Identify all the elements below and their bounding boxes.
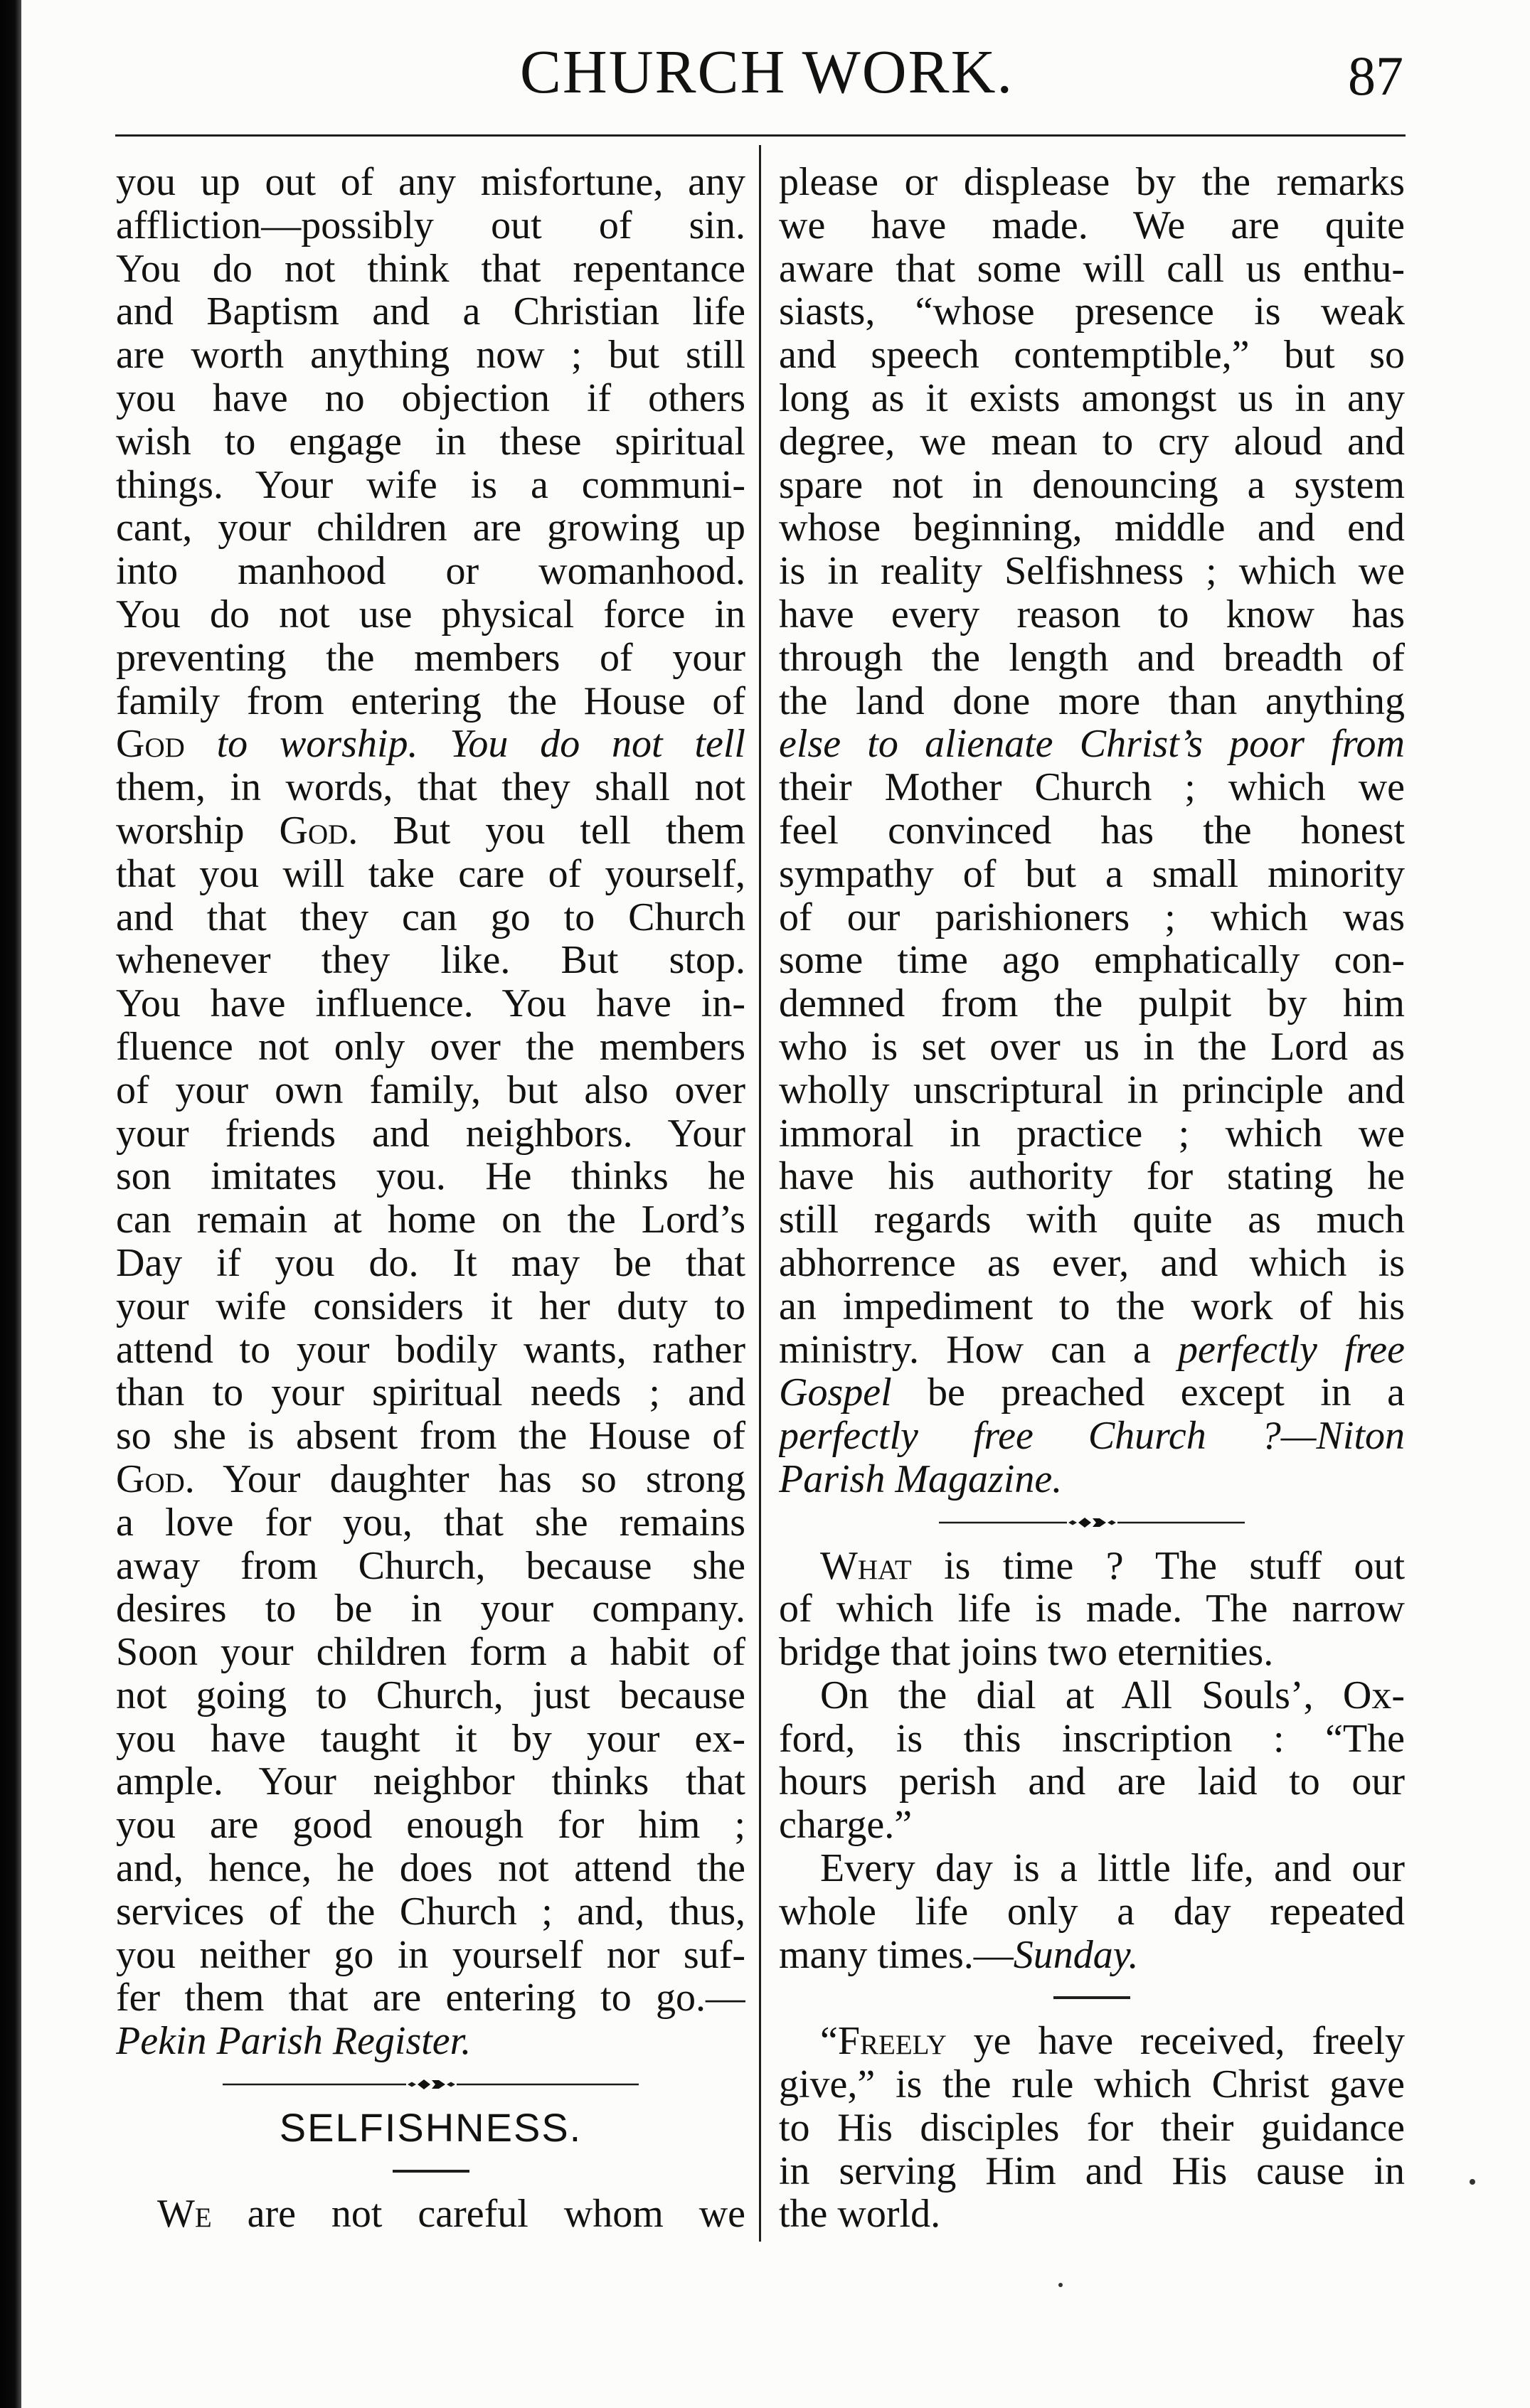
text-line (116, 1587, 745, 1631)
text-run: Sunday. (1013, 1933, 1139, 1977)
article-continued-paragraph (779, 161, 1405, 1501)
text-run: are not careful whom we (211, 2193, 745, 2237)
text-line (116, 939, 745, 982)
article-heading: SELFISHNESS. (279, 2104, 583, 2150)
text-run: you up out of any misfortune, any (116, 161, 745, 204)
text-run: fer them that are entering to go.— (116, 1976, 745, 2020)
text-run: You do not think that repentance (116, 247, 745, 291)
text-line (779, 809, 1405, 853)
text-line (116, 1545, 745, 1588)
text-run: whole life only a day repeated (779, 1890, 1405, 1934)
text-line (116, 1847, 745, 1890)
text-line (779, 593, 1405, 636)
text-run: preventing the members of your (116, 636, 745, 680)
text-line (779, 680, 1405, 723)
text-line (779, 1760, 1405, 1804)
text-run: Soon your children form a habit of (116, 1631, 745, 1674)
text-run: have every reason to know has (779, 592, 1405, 636)
text-run: them, in words, that they shall not (116, 766, 745, 809)
text-line (116, 420, 745, 464)
text-line (779, 1545, 1405, 1588)
text-run: charge.” (779, 1804, 913, 1848)
text-line (779, 1804, 1405, 1847)
text-run: whose beginning, middle and end (779, 506, 1405, 550)
text-line (779, 1458, 1405, 1501)
text-run: God (279, 809, 349, 853)
text-line (116, 982, 745, 1025)
text-run: in serving Him and His cause in (779, 2149, 1405, 2193)
text-run: still regards with quite as much (779, 1198, 1405, 1242)
text-line (116, 1934, 745, 1977)
text-line (779, 723, 1405, 766)
text-run: an impediment to the work of his (779, 1284, 1405, 1328)
text-line (779, 2106, 1405, 2150)
text-run: What (820, 1544, 912, 1588)
ornament-divider (779, 1501, 1405, 1545)
text-run: to worship. You do not tell (184, 723, 745, 767)
text-run: bridge that joins two eternities. (779, 1631, 1274, 1674)
text-line (116, 1198, 745, 1242)
text-line (779, 290, 1405, 334)
right-column (779, 161, 1405, 2236)
text-line (116, 809, 745, 853)
text-line (116, 1025, 745, 1069)
text-line (779, 204, 1405, 247)
every-day-paragraph (779, 1847, 1405, 1976)
text-line (779, 247, 1405, 291)
text-run: wholly unscriptural in principle and (779, 1068, 1405, 1112)
text-line (116, 593, 745, 636)
text-run: the land done more than anything (779, 679, 1405, 723)
text-run: to His disciples for their guidance (779, 2106, 1405, 2150)
page-number: 87 (1348, 45, 1403, 107)
text-line (779, 1847, 1405, 1890)
text-run: . But you tell them (348, 809, 745, 853)
text-run: so she is absent from the House of (116, 1415, 745, 1458)
text-run: sympathy of but a small minority (779, 852, 1405, 896)
text-run: perfectly free (1178, 1328, 1405, 1372)
text-line (779, 1631, 1405, 1674)
text-line (779, 334, 1405, 377)
text-run: We (157, 2193, 212, 2237)
text-run: Freely (837, 2020, 947, 2064)
text-run: of your own family, but also over (116, 1068, 745, 1112)
text-run: of our parishioners ; which was (779, 895, 1405, 939)
text-run: wish to engage in these spiritual (116, 420, 745, 464)
text-run: cant, your children are growing up (116, 506, 745, 550)
text-run: are worth anything now ; but still (116, 334, 745, 377)
text-run: that you will take care of yourself, (116, 852, 745, 896)
text-run: worship (116, 809, 280, 853)
text-run: and Baptism and a Christian life (116, 290, 745, 334)
text-run: abhorrence as ever, and which is (779, 1241, 1405, 1285)
text-line (116, 1631, 745, 1674)
scan-speck (1470, 2179, 1475, 2185)
text-line (116, 290, 745, 334)
header-rule (115, 134, 1406, 137)
text-run: son imitates you. He thinks he (116, 1155, 745, 1199)
text-run: Parish Magazine. (779, 1457, 1063, 1501)
text-line (779, 939, 1405, 982)
text-run: God (116, 1457, 185, 1501)
text-run: siasts, “whose presence is weak (779, 290, 1405, 334)
text-run: . Your daughter has so strong (184, 1457, 745, 1501)
text-run: immoral in practice ; which we (779, 1112, 1405, 1156)
text-line (116, 204, 745, 247)
short-rule (779, 1976, 1405, 2020)
text-run: give,” is the rule which Christ gave (779, 2063, 1405, 2106)
text-run: spare not in denouncing a system (779, 463, 1405, 507)
text-run: ample. Your neighbor thinks that (116, 1760, 745, 1804)
text-line (779, 1025, 1405, 1069)
text-line (779, 464, 1405, 507)
text-line (779, 766, 1405, 809)
text-line (116, 1155, 745, 1198)
text-line (779, 161, 1405, 204)
text-run: affliction—possibly out of sin. (116, 203, 745, 247)
dial-paragraph (779, 1674, 1405, 1847)
text-run: away from Church, because she (116, 1544, 745, 1588)
text-run: through the length and breadth of (779, 636, 1405, 680)
text-line (116, 1371, 745, 1415)
text-line (116, 161, 745, 204)
text-run: ford, is this inscription : “The (779, 1717, 1405, 1761)
text-run: desires to be in your company. (116, 1587, 745, 1631)
text-run: whenever they like. But stop. (116, 939, 745, 983)
text-line (116, 636, 745, 680)
text-line (116, 2193, 745, 2236)
text-run: your friends and neighbors. Your (116, 1112, 745, 1156)
text-line (116, 1501, 745, 1545)
text-run: services of the Church ; and, thus, (116, 1890, 745, 1934)
text-line (779, 1328, 1405, 1372)
text-line (116, 1242, 745, 1285)
text-run: You have influence. You have in- (116, 982, 745, 1025)
text-run: degree, we mean to cry aloud and (779, 420, 1405, 464)
fleuron-divider-icon (939, 1514, 1245, 1531)
text-line (779, 1112, 1405, 1156)
text-run: ministry. How can a (779, 1328, 1178, 1372)
running-head-title: CHURCH WORK. (519, 37, 1014, 106)
freely-paragraph (779, 2020, 1405, 2236)
text-line (116, 1112, 745, 1156)
text-line (779, 2063, 1405, 2106)
text-run: the world. (779, 2193, 941, 2237)
text-line (779, 1674, 1405, 1717)
text-run: feel convinced has the honest (779, 809, 1405, 853)
text-line (779, 1890, 1405, 1934)
text-run: you are good enough for him ; (116, 1804, 745, 1848)
text-run: perfectly free Church ?—Niton (779, 1415, 1405, 1458)
text-run: hours perish and are laid to our (779, 1760, 1405, 1804)
text-line (779, 2193, 1405, 2236)
text-line (779, 853, 1405, 896)
ornament-divider (116, 2063, 745, 2106)
text-run: a love for you, that she remains (116, 1501, 745, 1545)
text-line (116, 1804, 745, 1847)
text-run: demned from the pulpit by him (779, 982, 1405, 1025)
text-line (779, 1285, 1405, 1328)
text-run: can remain at home on the Lord’s (116, 1198, 745, 1242)
text-run: attend to your bodily wants, rather (116, 1328, 745, 1372)
text-line (116, 680, 745, 723)
short-rule (116, 2150, 745, 2193)
text-line (116, 1760, 745, 1804)
text-line (116, 1976, 745, 2020)
text-line (779, 636, 1405, 680)
text-run: long as it exists amongst us in any (779, 376, 1405, 420)
text-run: not going to Church, just because (116, 1673, 745, 1717)
text-line (116, 766, 745, 809)
article-opening-paragraph (116, 2193, 745, 2236)
text-line (116, 550, 745, 593)
text-run: Gospel (779, 1371, 892, 1415)
text-line (779, 1371, 1405, 1415)
text-run: aware that some will call us enthu- (779, 247, 1405, 291)
text-line (116, 2020, 745, 2063)
text-run: Pekin Parish Register. (116, 2020, 472, 2064)
text-run: than to your spiritual needs ; and (116, 1371, 745, 1415)
text-line (116, 896, 745, 939)
scan-speck (1058, 2283, 1063, 2287)
text-line (116, 723, 745, 766)
text-run: and speech contemptible,” but so (779, 334, 1405, 377)
text-run: and that they can go to Church (116, 895, 745, 939)
text-run: is time ? The stuff out (911, 1544, 1405, 1588)
text-line (779, 1242, 1405, 1285)
text-line (779, 1155, 1405, 1198)
text-line (116, 377, 745, 420)
text-run: their Mother Church ; which we (779, 766, 1405, 809)
text-line (116, 1328, 745, 1372)
text-line (779, 420, 1405, 464)
text-run: Day if you do. It may be that (116, 1241, 745, 1285)
text-run: have his authority for stating he (779, 1155, 1405, 1199)
text-line (779, 1587, 1405, 1631)
text-run: and, hence, he does not attend the (116, 1847, 745, 1890)
text-run: family from entering the House of (116, 679, 745, 723)
left-column (116, 161, 745, 2236)
text-line (779, 982, 1405, 1025)
short-rule-bar (393, 2170, 469, 2173)
text-line (116, 853, 745, 896)
text-run: Every day is a little life, and our (820, 1847, 1405, 1890)
text-line (779, 1415, 1405, 1458)
text-run: On the dial at All Souls’, Ox- (820, 1673, 1405, 1717)
text-line (116, 1285, 745, 1328)
text-line (779, 1198, 1405, 1242)
text-run: You do not use physical force in (116, 592, 745, 636)
text-line (116, 464, 745, 507)
text-run: we have made. We are quite (779, 203, 1405, 247)
text-line (779, 377, 1405, 420)
text-line (779, 1717, 1405, 1761)
page-binding-shadow (0, 0, 21, 2408)
text-line (779, 2020, 1405, 2063)
text-run: some time ago emphatically con- (779, 939, 1405, 983)
text-run: “ (820, 2020, 838, 2064)
text-line (779, 506, 1405, 550)
text-run: things. Your wife is a communi- (116, 463, 745, 507)
text-line (779, 1934, 1405, 1977)
text-line (116, 247, 745, 291)
text-line (116, 506, 745, 550)
text-run: you have no objection if others (116, 376, 745, 420)
text-run: your wife considers it her duty to (116, 1284, 745, 1328)
text-line (779, 550, 1405, 593)
text-run: ye have received, freely (946, 2020, 1405, 2064)
text-run: fluence not only over the members (116, 1025, 745, 1069)
text-line (116, 334, 745, 377)
text-run: many times.— (779, 1933, 1014, 1977)
text-line (116, 1458, 745, 1501)
text-run: is in reality Selfishness ; which we (779, 550, 1405, 593)
short-rule-bar (1053, 1996, 1130, 1999)
time-paragraph (779, 1545, 1405, 1674)
text-run: into manhood or womanhood. (116, 550, 745, 593)
text-run: you neither go in yourself nor suf- (116, 1933, 745, 1977)
text-run: else to alienate Christ’s poor from (779, 723, 1405, 767)
text-line (116, 1069, 745, 1112)
text-run: you have taught it by your ex- (116, 1717, 745, 1761)
text-run: of which life is made. The narrow (779, 1587, 1405, 1631)
text-line (779, 1069, 1405, 1112)
text-line (116, 1674, 745, 1717)
continued-paragraph (116, 161, 745, 2063)
column-divider (759, 145, 761, 2242)
text-run: please or displease by the remarks (779, 161, 1405, 204)
text-line (779, 896, 1405, 939)
fleuron-divider-icon (223, 2076, 639, 2093)
text-run: who is set over us in the Lord as (779, 1025, 1405, 1069)
text-run: God (116, 723, 185, 767)
text-line (779, 2150, 1405, 2193)
text-line (116, 1415, 745, 1458)
text-line (116, 1890, 745, 1934)
text-line (116, 1717, 745, 1761)
text-run: be preached except in a (891, 1371, 1405, 1415)
